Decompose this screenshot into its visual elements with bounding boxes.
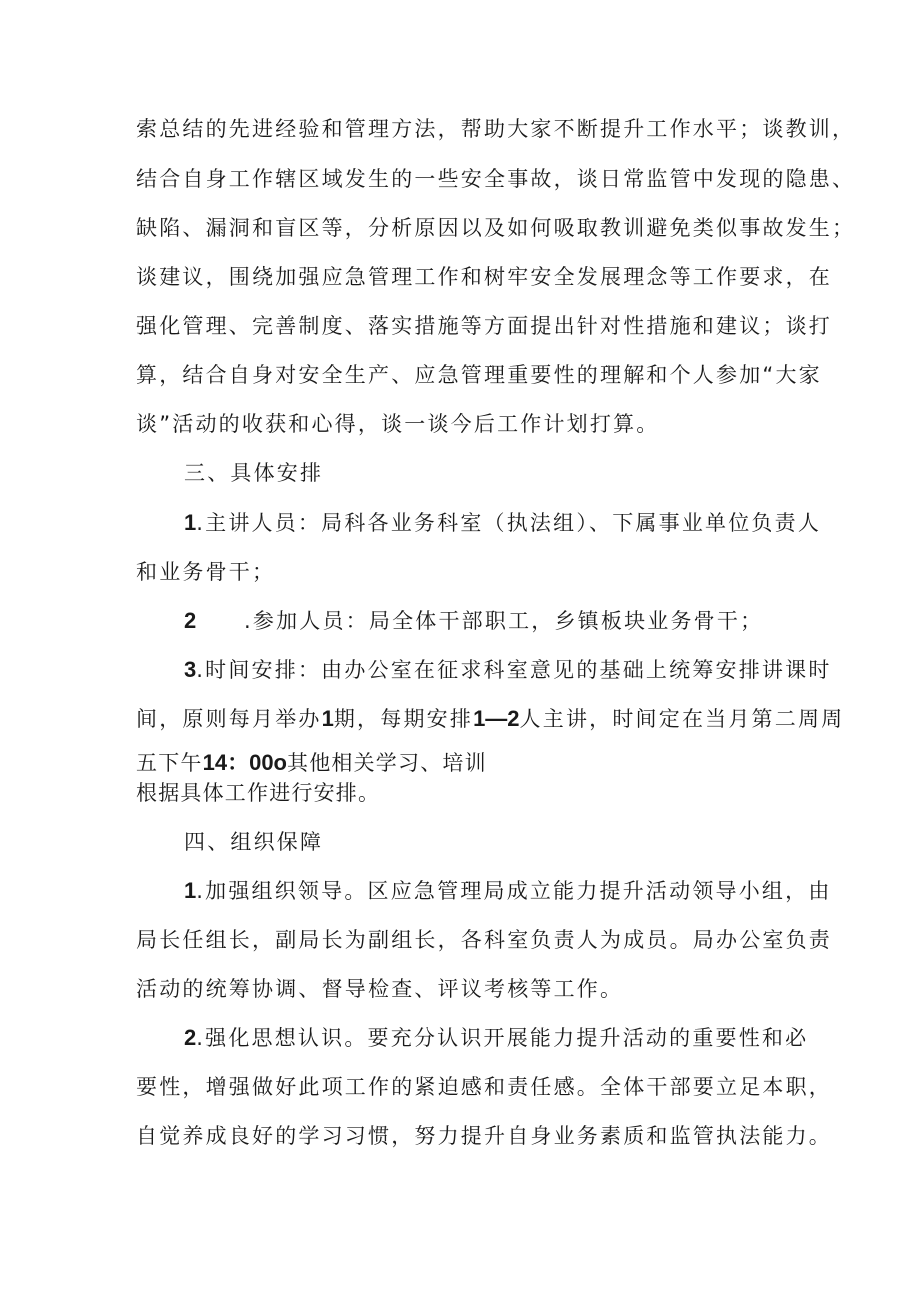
- section-heading-4: 四、组织保障: [184, 830, 324, 854]
- paragraph-line: 要性，增强做好此项工作的紧迫感和责任感。全体干部要立足本职，: [136, 1075, 832, 1099]
- text-run: 期，每期安排: [333, 707, 474, 731]
- list-item-3-3: [184, 655, 832, 685]
- paragraph-line: 局长任组长，副局长为副组长，各科室负责人为成员。局办公室负责: [136, 928, 832, 952]
- item-text: .主讲人员：局科各业务科室（执法组）、下属事业单位负责人: [196, 511, 822, 535]
- item-text: .强化思想认识。要充分认识开展能力提升活动的重要性和必: [196, 1026, 809, 1050]
- item-number: 3: [184, 657, 197, 682]
- text-run: 人主讲，时间定在当月第二周周: [519, 707, 845, 731]
- item-number: 2: [184, 1025, 197, 1050]
- item-number: 1: [184, 878, 197, 903]
- text-run: 间，原则每月举办: [136, 707, 322, 731]
- paragraph-line: 谈建议，围绕加强应急管理工作和树牢安全发展理念等工作要求，在: [136, 265, 832, 289]
- item-text: .时间安排：由办公室在征求科室意见的基础上统筹安排讲课时: [196, 658, 832, 682]
- time-run: 14：00o: [202, 750, 287, 775]
- paragraph-line: 根据具体工作进行安排。: [136, 781, 381, 805]
- paragraph-line: 谈”活动的收获和心得，谈一谈今后工作计划打算。: [136, 412, 660, 436]
- list-item-4-2: [184, 1023, 808, 1053]
- text-run: 其他相关学习、培训: [287, 751, 487, 775]
- item-text: .加强组织领导。区应急管理局成立能力提升活动领导小组，由: [196, 879, 832, 903]
- paragraph-line: [136, 704, 844, 734]
- paragraph-line: 算，结合自身对安全生产、应急管理重要性的理解和个人参加“大家: [136, 363, 822, 387]
- number-run: 1—2: [473, 706, 520, 731]
- paragraph-line: 缺陷、漏洞和盲区等，分析原因以及如何吸取教训避免类似事故发生；: [136, 216, 856, 240]
- text-run: 五下午: [136, 751, 203, 775]
- section-heading-3: 三、具体安排: [184, 461, 324, 485]
- item-number: 2: [184, 608, 197, 633]
- list-item-3-1: [184, 508, 821, 538]
- paragraph-line: [136, 748, 487, 778]
- paragraph-line: 索总结的先进经验和管理方法，帮助大家不断提升工作水平；谈教训，: [136, 117, 856, 141]
- paragraph-line: 强化管理、完善制度、落实措施等方面提出针对性措施和建议；谈打: [136, 314, 832, 338]
- list-item-3-2: [184, 606, 763, 636]
- list-item-4-1: [184, 876, 832, 906]
- number-run: 1: [321, 706, 334, 731]
- item-number: 1: [184, 510, 197, 535]
- paragraph-line: 结合自身工作辖区域发生的一些安全事故，谈日常监管中发现的隐患、: [136, 167, 856, 191]
- item-text: .参加人员：局全体干部职工，乡镇板块业务骨干；: [244, 609, 764, 633]
- paragraph-line: 自觉养成良好的学习习惯，努力提升自身业务素质和监管执法能力。: [136, 1124, 832, 1148]
- paragraph-line: 活动的统筹协调、督导检查、评议考核等工作。: [136, 977, 624, 1001]
- paragraph-line: 和业务骨干；: [136, 560, 276, 584]
